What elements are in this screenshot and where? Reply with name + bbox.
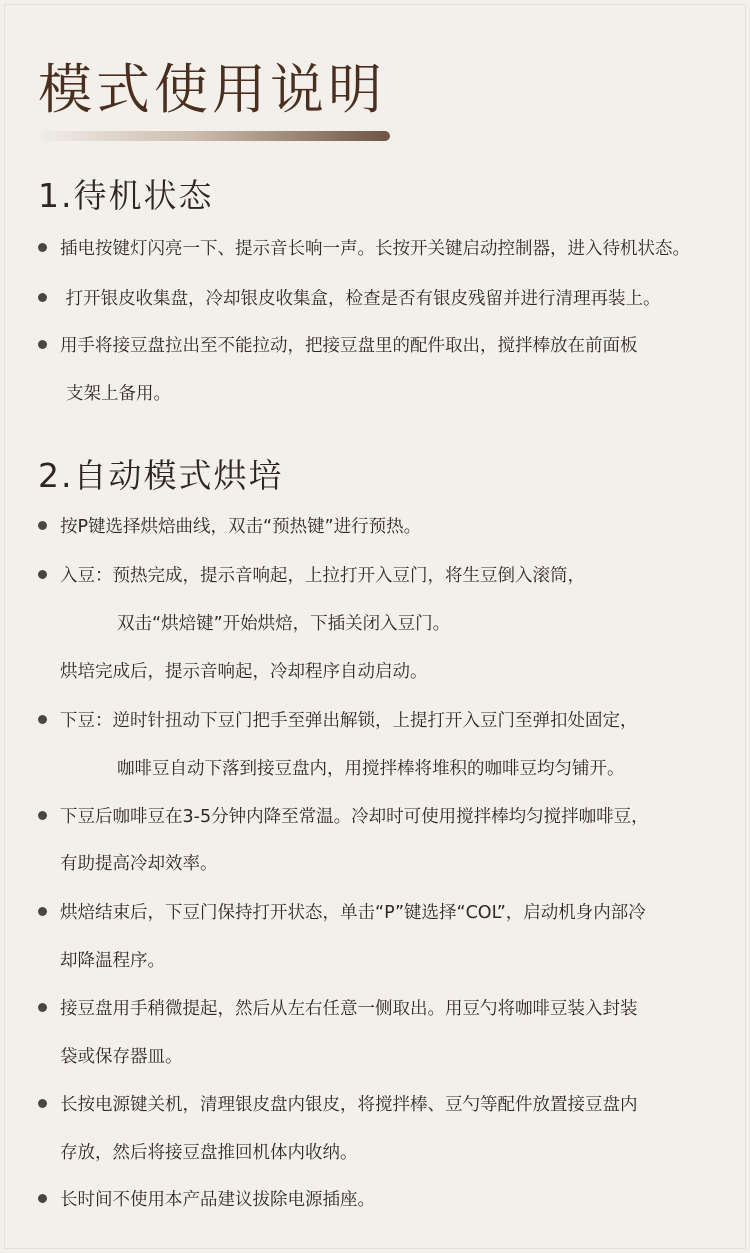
list-item <box>38 902 646 924</box>
list-item-continuation: 支架上备用。 <box>66 384 171 404</box>
bullet-dot <box>38 907 47 916</box>
list-item-text: 入豆：预热完成，提示音响起，上拉打开入豆门，将生豆倒入滚筒， <box>60 566 585 586</box>
bullet-dot <box>38 1003 47 1012</box>
list-item-text: 打开银皮收集盘，冷却银皮收集盒，检查是否有银皮残留并进行清理再装上。 <box>60 289 661 309</box>
bullet-dot <box>38 715 47 724</box>
bullet-dot <box>38 521 47 530</box>
list-item <box>38 806 649 828</box>
list-item-text: 接豆盘用手稍微提起，然后从左右任意一侧取出。用豆勺将咖啡豆装入封装 <box>60 999 638 1019</box>
list-item-text: 烘焙结束后，下豆门保持打开状态，单击“P”键选择“COL”，启动机身内部冷 <box>60 903 646 923</box>
bullet-dot <box>38 293 47 302</box>
list-item <box>38 516 421 538</box>
bullet-dot <box>38 570 47 579</box>
bullet-dot <box>38 1099 47 1108</box>
list-item-continuation: 双击“烘焙键”开始烘焙，下插关闭入豆门。 <box>117 614 451 634</box>
list-item <box>38 238 690 260</box>
list-item-continuation: 却降温程序。 <box>60 951 165 971</box>
list-item <box>38 335 638 357</box>
bullet-dot <box>38 243 47 252</box>
list-item-text: 长按电源键关机，清理银皮盘内银皮，将搅拌棒、豆勺等配件放置接豆盘内 <box>60 1095 638 1115</box>
list-item <box>38 1189 375 1211</box>
list-item-text: 插电按键灯闪亮一下、提示音长响一声。长按开关键启动控制器，进入待机状态。 <box>60 239 690 259</box>
list-item-text: 下豆：逆时针扭动下豆门把手至弹出解锁，上提打开入豆门至弹扣处固定， <box>60 711 638 731</box>
list-item-continuation: 咖啡豆自动下落到接豆盘内，用搅拌棒将堆积的咖啡豆均匀铺开。 <box>117 759 625 779</box>
list-item <box>38 565 585 587</box>
bullet-dot <box>38 811 47 820</box>
list-item <box>38 1094 638 1116</box>
list-item <box>38 998 638 1020</box>
list-item <box>38 288 661 310</box>
list-item-text: 用手将接豆盘拉出至不能拉动，把接豆盘里的配件取出，搅拌棒放在前面板 <box>60 336 638 356</box>
list-item-text: 长时间不使用本产品建议拔除电源插座。 <box>60 1190 375 1210</box>
list-item <box>38 710 638 732</box>
title-underline <box>38 131 390 141</box>
page-title: 模式使用说明 <box>38 58 386 121</box>
list-item-continuation: 有助提高冷却效率。 <box>60 854 218 874</box>
list-item-continuation: 存放，然后将接豆盘推回机体内收纳。 <box>60 1143 358 1163</box>
section-heading-standby: 1.待机状态 <box>38 176 214 215</box>
bullet-dot <box>38 1194 47 1203</box>
section-heading-auto-roast: 2.自动模式烘培 <box>38 456 284 495</box>
list-item-continuation: 烘培完成后，提示音响起，冷却程序自动启动。 <box>60 662 428 682</box>
list-item-continuation: 袋或保存器皿。 <box>60 1047 183 1067</box>
list-item-text: 按P键选择烘焙曲线，双击“预热键”进行预热。 <box>60 517 422 537</box>
bullet-dot <box>38 340 47 349</box>
list-item-text: 下豆后咖啡豆在3-5分钟内降至常温。冷却时可使用搅拌棒均匀搅拌咖啡豆， <box>60 807 649 827</box>
